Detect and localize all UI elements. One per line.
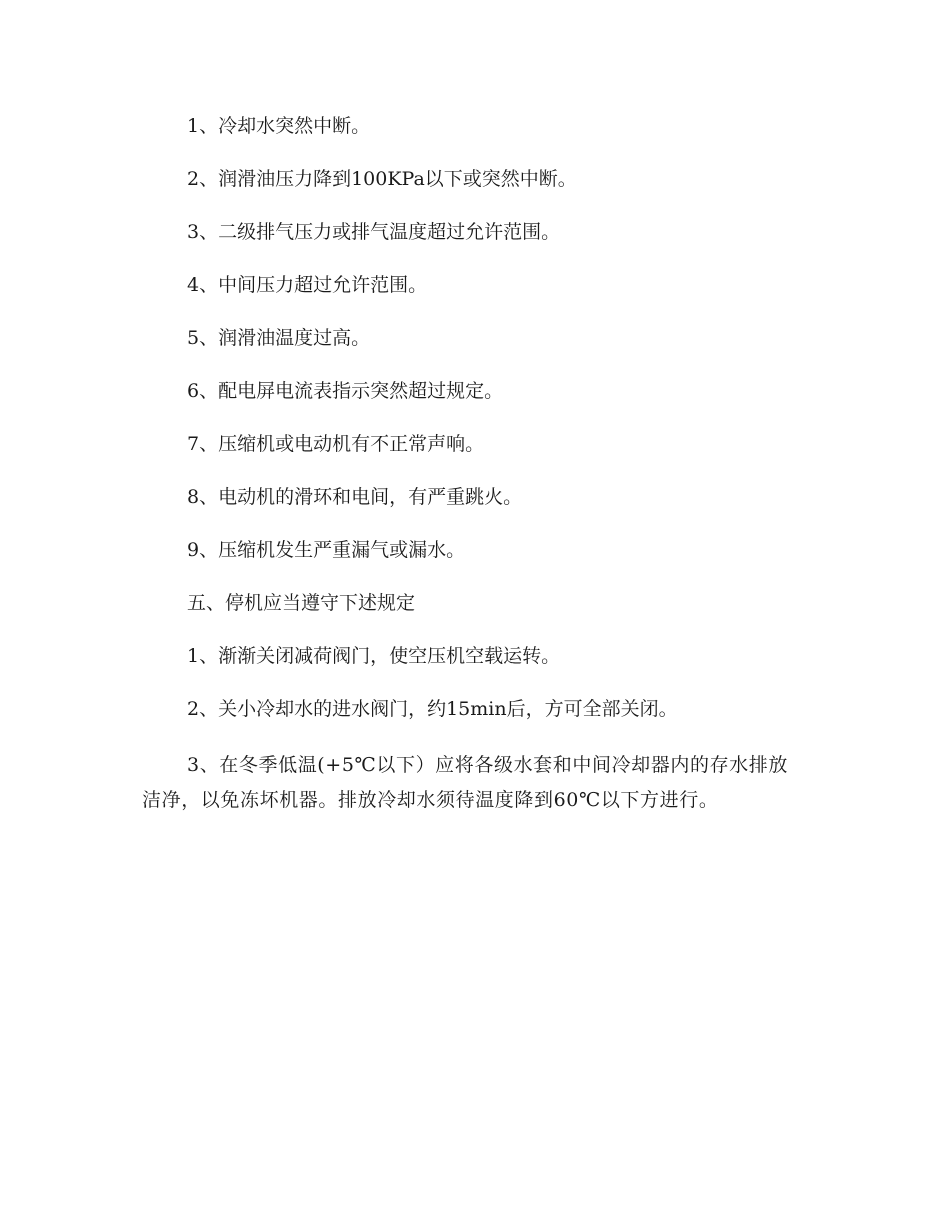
document-body — [142, 112, 802, 818]
stop-condition-6: 6、配电屏电流表指示突然超过规定。 — [187, 380, 504, 402]
stop-condition-2: 2、润滑油压力降到100KPa以下或突然中断。 — [187, 168, 577, 190]
shutdown-step-3: 3、在冬季低温(+5℃以下）应将各级水套和中间冷却器内的存水排放洁净，以免冻坏机器。排放冷却水须待温度降到60℃以下方进行。 — [142, 754, 788, 811]
stop-condition-5: 5、润滑油温度过高。 — [187, 327, 371, 349]
shutdown-step-1: 1、渐渐关闭减荷阀门，使空压机空载运转。 — [187, 645, 561, 667]
stop-condition-8: 8、电动机的滑环和电间，有严重跳火。 — [187, 486, 523, 508]
stop-condition-9: 9、压缩机发生严重漏气或漏水。 — [187, 539, 466, 561]
stop-condition-1: 1、冷却水突然中断。 — [187, 115, 371, 137]
shutdown-step-2: 2、关小冷却水的进水阀门，约15min后，方可全部关闭。 — [187, 698, 678, 720]
stop-condition-7: 7、压缩机或电动机有不正常声响。 — [187, 433, 485, 455]
section-heading: 五、停机应当遵守下述规定 — [187, 592, 416, 614]
stop-condition-4: 4、中间压力超过允许范围。 — [187, 274, 428, 296]
stop-condition-3: 3、二级排气压力或排气温度超过允许范围。 — [187, 221, 561, 243]
